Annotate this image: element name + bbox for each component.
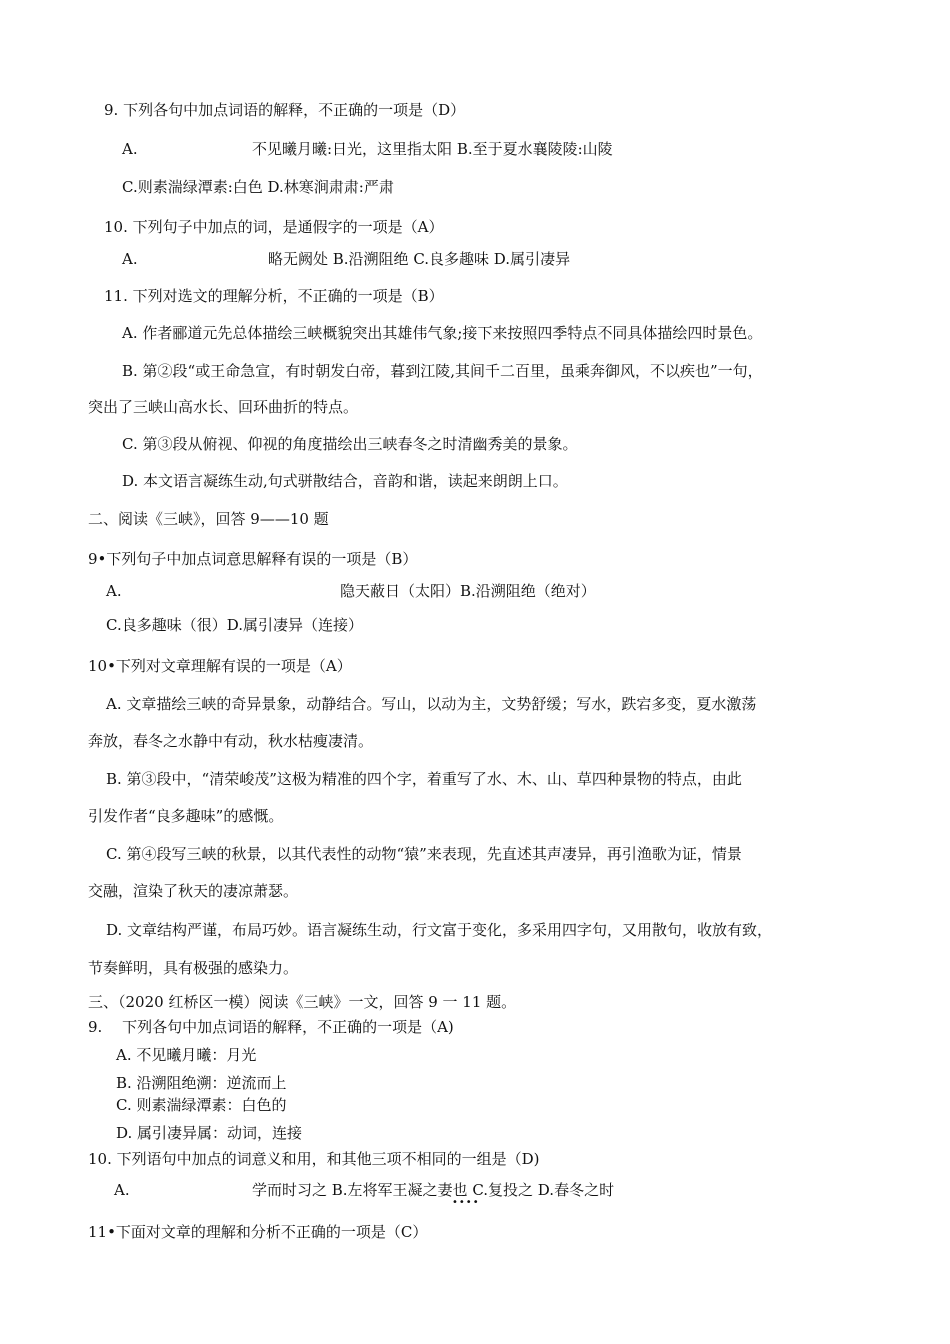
emphasis-dots: •••• [452, 1197, 480, 1208]
s1-question-11: 11. 下列对选文的理解分析，不正确的一项是（B） [104, 287, 444, 305]
s1-q9-options-ab: 不见曦月曦:日光，这里指太阳 B.至于夏水襄陵陵:山陵 [252, 140, 613, 158]
s3-q9-option-b: B. 沿溯阻绝溯：逆流而上 [116, 1074, 287, 1092]
s3-question-9: 9. 下列各句中加点词语的解释，不正确的一项是（A) [88, 1018, 454, 1036]
s1-q10-options: 略无阙处 B.沿溯阻绝 C.良多趣味 D.属引凄异 [268, 250, 571, 268]
s2-q10-option-c-line2: 交融，渲染了秋天的凄凉萧瑟。 [88, 882, 299, 900]
s2-question-10: 10•下列对文章理解有误的一项是（A） [88, 657, 352, 675]
s3-question-11: 11•下面对文章的理解和分析不正确的一项是（C） [88, 1223, 428, 1241]
s2-q10-option-d-line1: D. 文章结构严谨，布局巧妙。语言凝练生动，行文富于变化，多采用四字句，又用散句，收放有致， [106, 921, 773, 939]
s1-q11-option-d: D. 本文语言凝练生动,句式骈散结合，音韵和谐，读起来朗朗上口。 [122, 472, 568, 490]
s3-heading: 三、（2020 红桥区一模）阅读《三峡》一文，回答 9 一 11 题。 [88, 993, 517, 1011]
s3-q9-option-a: A. 不见曦月曦：月光 [116, 1046, 257, 1064]
s2-q10-option-b-line1: B. 第③段中，“清荣峻茂”这极为精准的四个字，着重写了水、木、山、草四种景物的特点，由此 [106, 770, 742, 788]
s1-q11-option-c: C. 第③段从俯视、仰视的角度描绘出三峡春冬之时清幽秀美的景象。 [122, 435, 578, 453]
s2-question-9: 9•下列句子中加点词意思解释有误的一项是（B） [88, 550, 418, 568]
s3-q9-option-c: C. 则素湍绿潭素：白色的 [116, 1096, 287, 1114]
s2-q10-option-a-line2: 奔放，春冬之水静中有动，秋水枯瘦凄清。 [88, 732, 374, 750]
s1-q11-option-b-line1: B. 第②段“或王命急宣，有时朝发白帝，暮到江陵,其间千二百里，虽乘奔御风，不以疾也”一句， [122, 362, 763, 380]
s2-q10-option-c-line1: C. 第④段写三峡的秋景，以其代表性的动物“猿”来表现，先直述其声凄异，再引渔歌为证，情景 [106, 845, 742, 863]
s1-q9-options-cd: C.则素湍绿潭素:白色 D.林寒涧肃肃:严肃 [122, 178, 394, 196]
s3-q9-option-d: D. 属引凄异属：动词，连接 [116, 1124, 303, 1142]
s3-question-10: 10. 下列语句中加点的词意义和用，和其他三项不相同的一组是（D) [88, 1150, 540, 1168]
s3-q10-option-a-label: A. [114, 1181, 130, 1199]
s1-question-9: 9. 下列各句中加点词语的解释，不正确的一项是（D） [104, 101, 466, 119]
s2-q9-options-ab: 隐天蔽日（太阳）B.沿溯阻绝（绝对） [340, 582, 596, 600]
s2-q10-option-a-line1: A. 文章描绘三峡的奇异景象，动静结合。写山，以动为主，文势舒缓；写水，跌宕多变，夏水激荡 [106, 695, 757, 713]
s1-q11-option-a: A. 作者郦道元先总体描绘三峡概貌突出其雄伟气象;接下来按照四季特点不同具体描绘四时景色。 [122, 324, 763, 342]
s3-q10-options: 学而时习之 B.左将军王凝之妻也 C.复投之 D.春冬之时 [252, 1181, 615, 1199]
s1-q11-option-b-line2: 突出了三峡山高水长、回环曲折的特点。 [88, 398, 359, 416]
s2-q10-option-d-line2: 节奏鲜明，具有极强的感染力。 [88, 959, 299, 977]
s1-q10-option-a-label: A. [122, 250, 138, 268]
s2-q9-option-a-label: A. [106, 582, 122, 600]
s2-q10-option-b-line2: 引发作者“良多趣味”的感慨。 [88, 807, 284, 825]
s1-q9-option-a-label: A. [122, 140, 138, 158]
s2-heading: 二、阅读《三峡》，回答 9——10 题 [88, 510, 329, 528]
s2-q9-options-cd: C.良多趣味（很）D.属引凄异（连接） [106, 616, 363, 634]
s1-question-10: 10. 下列句子中加点的词，是通假字的一项是（A） [104, 218, 444, 236]
